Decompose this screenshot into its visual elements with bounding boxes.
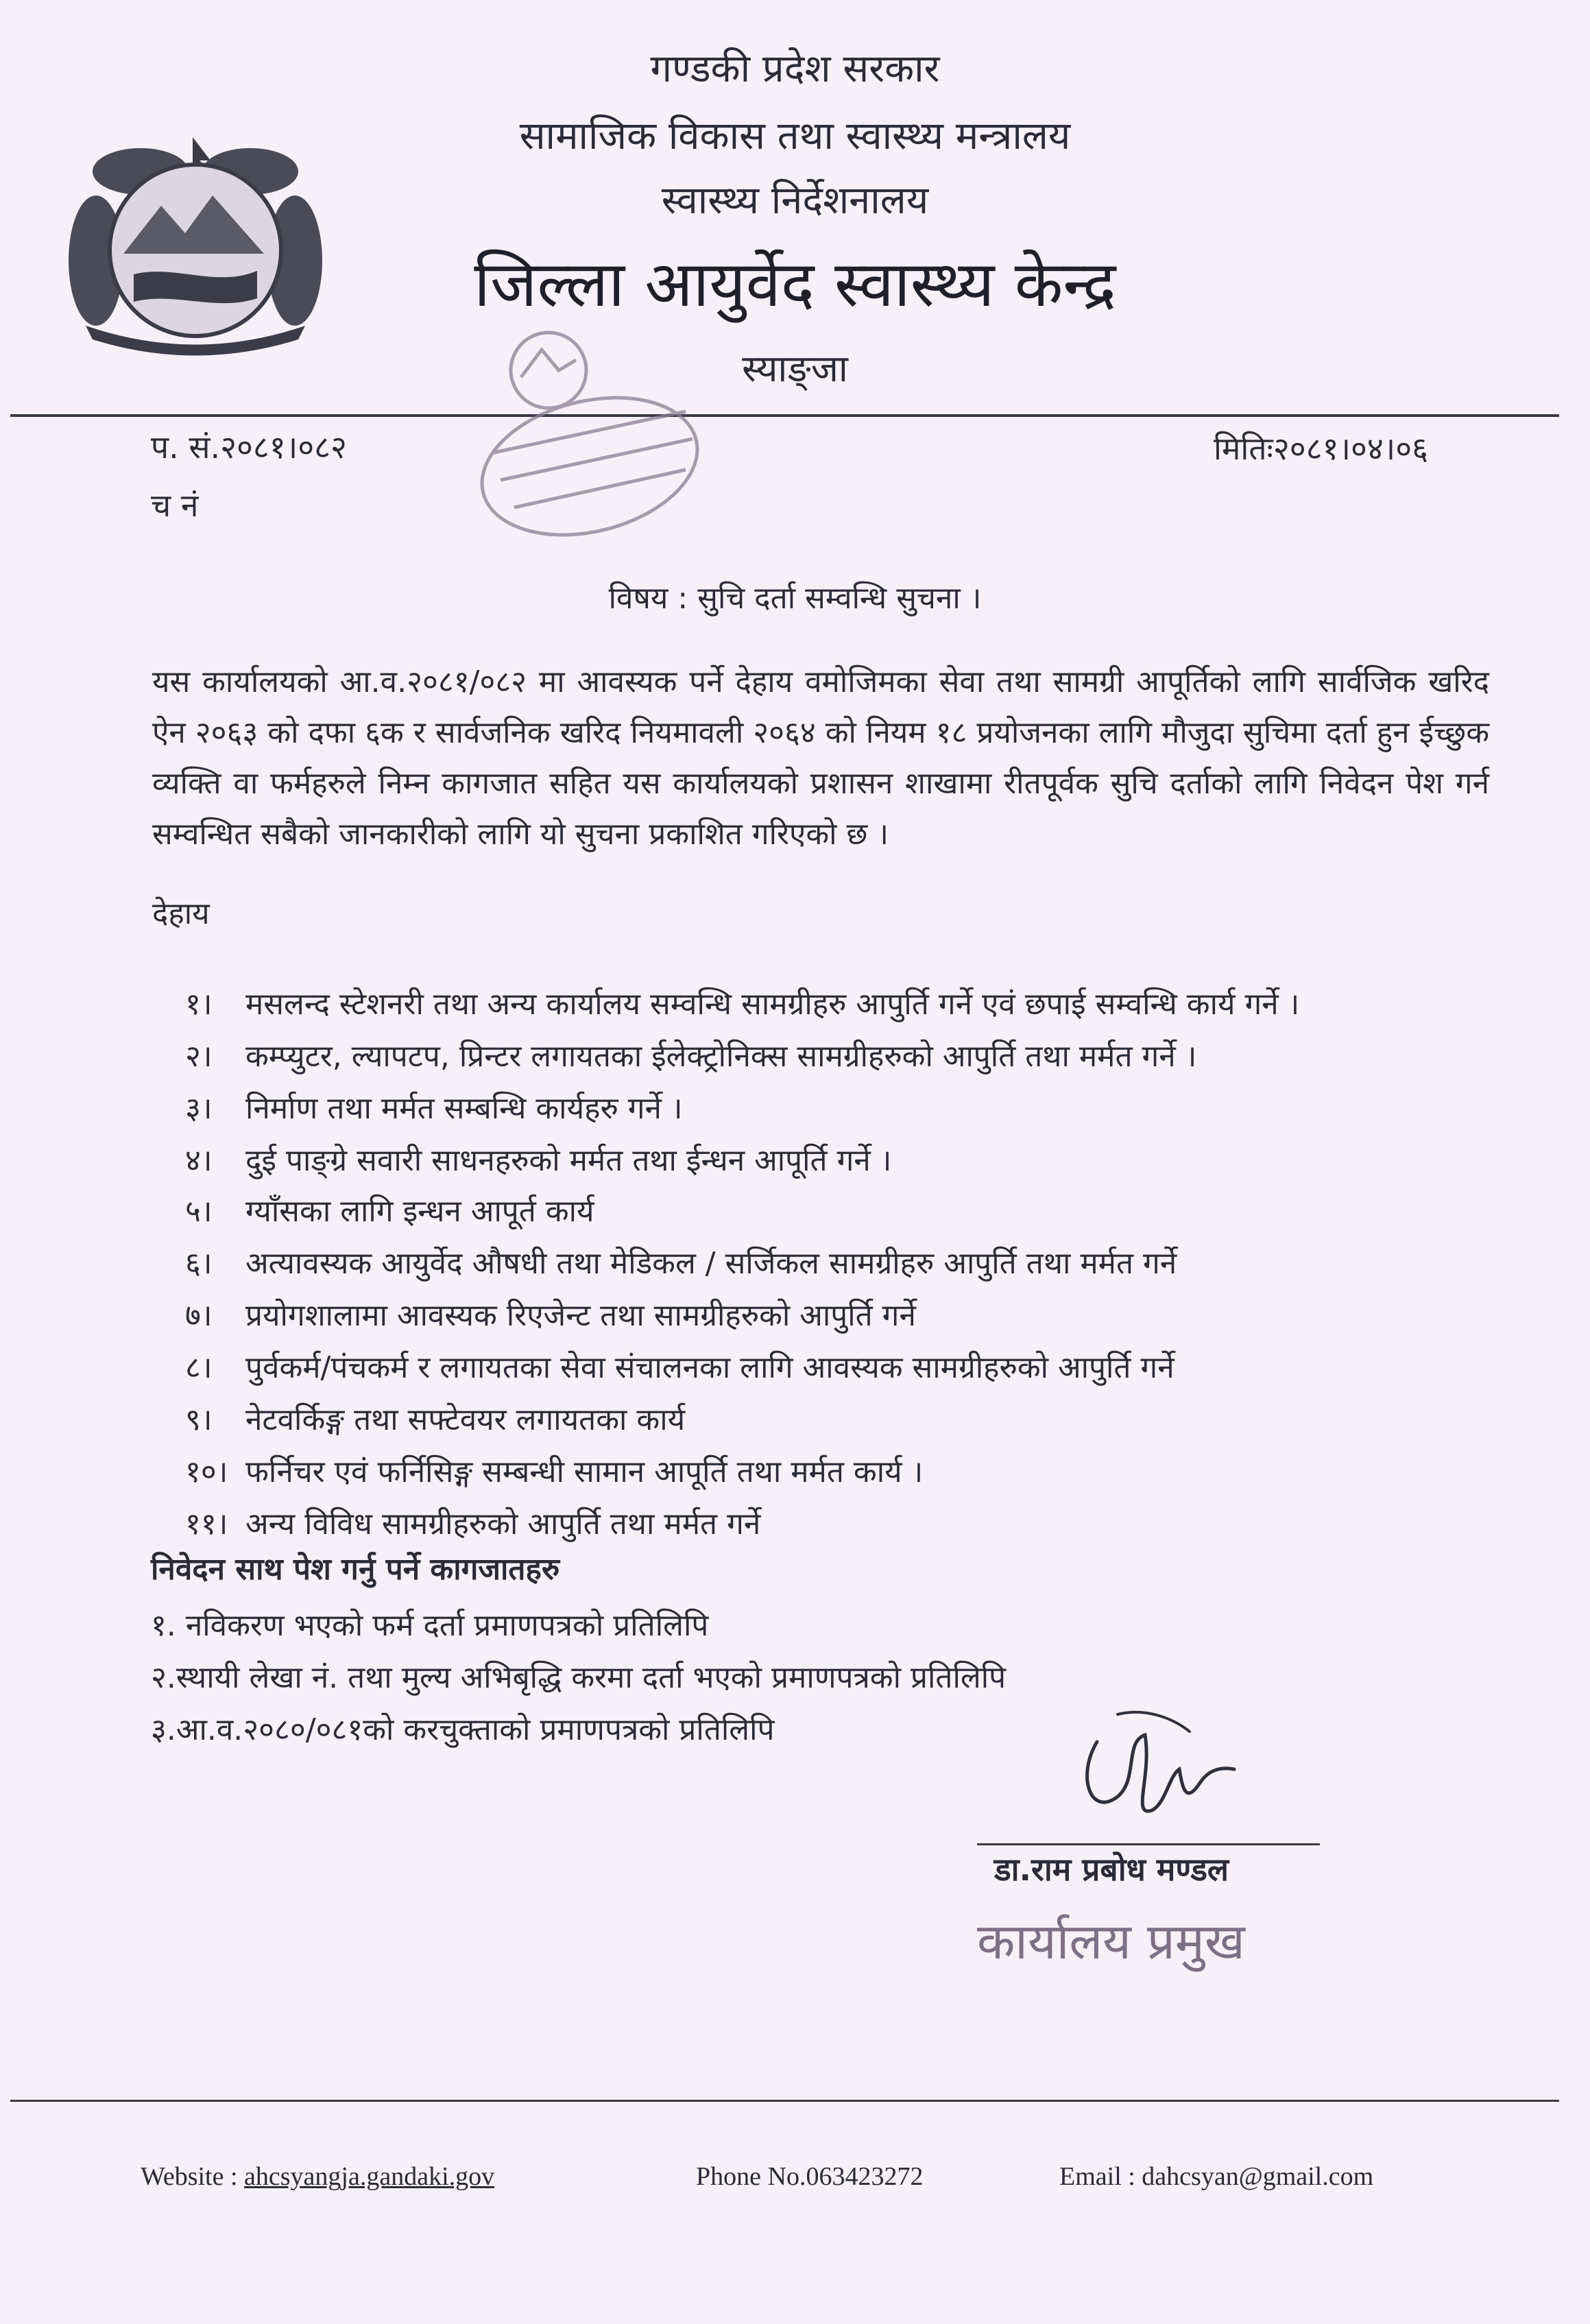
ministry-name: सामाजिक विकास तथा स्वास्थ्य मन्त्रालय: [519, 114, 1071, 158]
website-link[interactable]: ahcsyangja.gandaki.gov: [244, 2162, 495, 2191]
dispatch-number: च नं: [151, 487, 199, 524]
list-item-number: ७।: [185, 1298, 213, 1333]
list-item-text: निर्माण तथा मर्मत सम्बन्धि कार्यहरु गर्ने ।: [245, 1091, 683, 1126]
list-item: [185, 1398, 685, 1439]
list-item-number: ३।: [185, 1091, 213, 1126]
list-item-text: मसलन्द स्टेशनरी तथा अन्य कार्यालय सम्वन्धि सामग्रीहरु आपुर्ति गर्ने एवं छपाई सम्वन्धि कार्य गर्ने ।: [245, 987, 1300, 1022]
reference-number: प. सं.२०८१।०८२: [151, 429, 347, 466]
document-item: ३.आ.व.२०८०/०८१को करचुक्ताको प्रमाणपत्रको प्रतिलिपि: [151, 1712, 775, 1747]
office-location: स्याङ्जा: [742, 347, 848, 390]
document-item: २.स्थायी लेखा नं. तथा मुल्य अभिबृद्धि करमा दर्ता भएको प्रमाणपत्रको प्रतिलिपि: [151, 1660, 1007, 1695]
list-item-number: ११।: [185, 1507, 228, 1542]
list-item-text: फर्निचर एवं फर्निसिङ्ग सम्बन्धी सामान आपूर्ति तथा मर्मत कार्य ।: [245, 1454, 924, 1489]
documents-heading: निवेदन साथ पेश गर्नु पर्ने कागजातहरु: [151, 1552, 560, 1587]
header-divider: [10, 414, 1559, 417]
list-item: [185, 1086, 683, 1127]
list-item-text: अत्यावस्यक आयुर्वेद औषधी तथा मेडिकल / सर्जिकल सामग्रीहरु आपुर्ति तथा मर्मत गर्ने: [245, 1246, 1177, 1281]
list-item: [185, 1450, 923, 1491]
list-item-number: २।: [185, 1039, 213, 1074]
footer-email: Email : dahcsyan@gmail.com: [1059, 2162, 1374, 2191]
list-item-text: दुई पाङ्ग्रे सवारी साधनहरुको मर्मत तथा ईन्धन आपूर्ति गर्ने ।: [245, 1143, 892, 1178]
list-item: [185, 982, 1299, 1023]
list-item: [185, 1502, 760, 1543]
signatory-name: डा.राम प्रबोध मण्डल: [994, 1851, 1229, 1888]
list-item-text: कम्प्युटर, ल्यापटप, प्रिन्टर लगायतका ईलेक्ट्रोनिक्स सामग्रीहरुको आपुर्ति तथा मर्मत गर्ने ।: [245, 1039, 1197, 1074]
office-name: जिल्ला आयुर्वेद स्वास्थ्य केन्द्र: [474, 248, 1116, 321]
body-paragraph: यस कार्यालयको आ.व.२०८१/०८२ मा आवस्यक पर्ने देहाय वमोजिमका सेवा तथा सामग्री आपूर्तिको लागि सार्वजिक खरिद ऐन २०६३ को दफा ६क र सार्वजनिक खरिद नियमावली २०६४ को नियम १८ प्रयोजनका लागि मौजुदा सुचिमा दर्ता हुन ईच्छुक व्यक्ति वा फर्महरुले निम्न कागजात सहित यस कार्यालयको प्रशासन शाखामा रीतपूर्वक सुचि दर्ताको लागि निवेदन पेश गर्न सम्वन्धित सबैको जानकारीको लागि यो सुचना प्रकाशित गरिएको छ ।: [152, 664, 1489, 852]
list-item-text: प्रयोगशालामा आवस्यक रिएजेन्ट तथा सामग्रीहरुको आपुर्ति गर्ने: [245, 1298, 916, 1333]
website-label: Website :: [141, 2162, 245, 2191]
list-item-number: ४।: [185, 1143, 213, 1178]
list-item-text: ग्याँसका लागि इन्धन आपूर्त कार्य: [245, 1194, 594, 1229]
handwritten-signature-icon: [1070, 1701, 1248, 1838]
list-item-number: ६।: [185, 1246, 213, 1281]
list-item: [185, 1034, 1196, 1075]
list-item-text: नेटवर्किङ्ग तथा सफ्टेवयर लगायतका कार्य: [245, 1402, 686, 1437]
list-heading: देहाय: [152, 896, 210, 931]
list-item-number: ९।: [185, 1402, 213, 1437]
footer-website: [141, 2161, 494, 2192]
list-item-number: ५।: [185, 1194, 213, 1229]
footer-divider: [10, 2100, 1559, 2102]
list-item-number: १०।: [185, 1454, 228, 1489]
directorate-name: स्वास्थ्य निर्देशनालय: [661, 178, 929, 223]
document-item: १. नविकरण भएको फर्म दर्ता प्रमाणपत्रको प्रतिलिपि: [151, 1608, 709, 1643]
footer-phone: Phone No.063423272: [696, 2162, 924, 2191]
list-item-text: अन्य विविध सामग्रीहरुको आपुर्ति तथा मर्मत गर्ने: [245, 1507, 761, 1542]
government-name: गण्डकी प्रदेश सरकार: [650, 47, 940, 91]
list-item-text: पुर्वकर्म/पंचकर्म र लगायतका सेवा संचालनका लागि आवस्यक सामग्रीहरुको आपुर्ति गर्ने: [245, 1350, 1175, 1385]
list-item-number: ८।: [185, 1350, 213, 1385]
signatory-designation: कार्यालय प्रमुख: [977, 1913, 1245, 1970]
letter-subject: विषय : सुचि दर्ता सम्वन्धि सुचना ।: [608, 581, 982, 616]
list-item: [185, 1293, 916, 1334]
signature-line: [977, 1843, 1320, 1845]
list-item: [185, 1345, 1175, 1387]
list-item-number: १।: [185, 987, 213, 1022]
list-item: [185, 1138, 891, 1179]
letter-date: मितिः२०८१।०४।०६: [1214, 430, 1429, 467]
office-round-stamp-icon: [466, 322, 713, 549]
list-item: [185, 1241, 1177, 1282]
list-item: [185, 1189, 594, 1230]
